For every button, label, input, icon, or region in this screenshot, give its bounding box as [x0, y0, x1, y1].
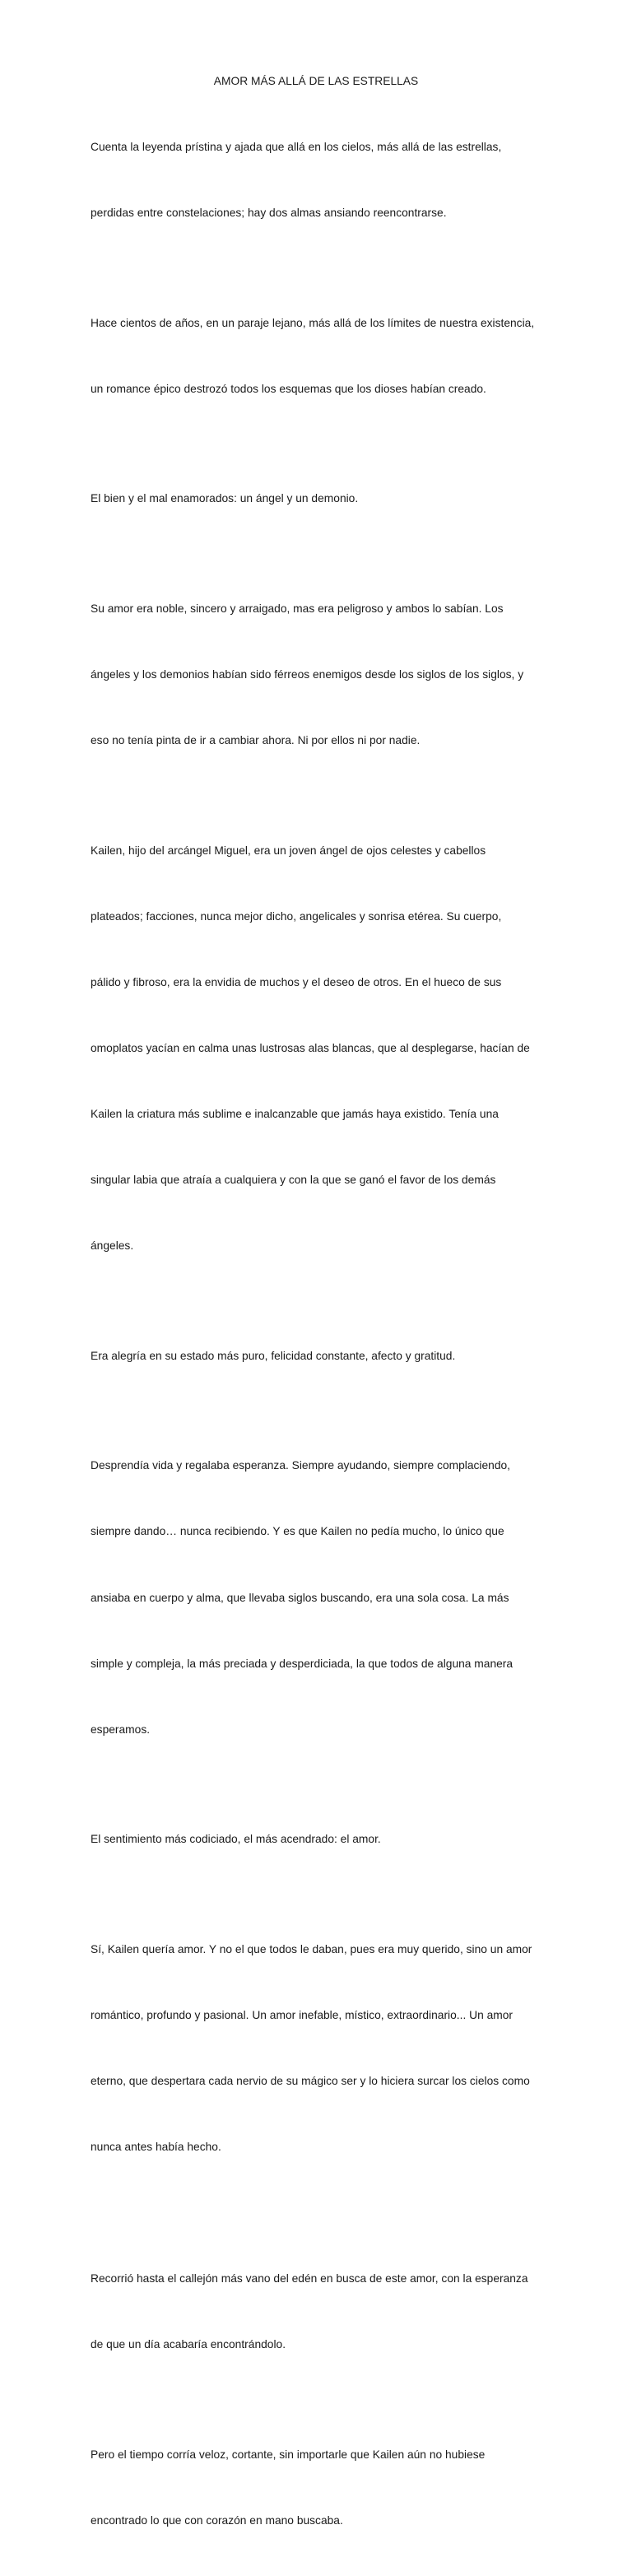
text-line: pálido y fibroso, era la envidia de muchos y el deseo de otros. En el hueco de sus [91, 975, 502, 988]
text-line: singular labia que atraía a cualquiera y con la que se ganó el favor de los demás [91, 1174, 496, 1187]
text-line: encontrado lo que con corazón en mano buscaba. [91, 2514, 343, 2527]
blank-line [91, 2202, 541, 2225]
text-line: Sí, Kailen quería amor. Y no el que todos le daban, pues era muy querido, sino un amor [91, 1942, 532, 1955]
text-line: Hace cientos de años, en un paraje lejano, más allá de los límites de nuestra existencia, [91, 316, 535, 329]
text-line: de que un día acabaría encontrándolo. [91, 2338, 286, 2351]
text-line: Su amor era noble, sincero y arraigado, mas era peligroso y ambos lo sabían. Los [91, 602, 504, 615]
text-line: Kailen, hijo del arcángel Miguel, era un joven ángel de ojos celestes y cabellos [91, 844, 486, 857]
text-line: ángeles y los demonios habían sido férreos enemigos desde los siglos de los siglos, y [91, 667, 524, 681]
paragraph-10 [91, 2225, 541, 2401]
text-line: Pero el tiempo corría veloz, cortante, sin importarle que Kailen aún no hubiese [91, 2448, 486, 2461]
paragraph-2 [91, 268, 541, 444]
text-line: siempre dando… nunca recibiendo. Y es que Kailen no pedía mucho, lo único que [91, 1525, 504, 1538]
paragraph-7 [91, 1411, 541, 1785]
paragraph-3 [91, 444, 541, 555]
paragraph-6 [91, 1301, 541, 1411]
paragraph-9 [91, 1895, 541, 2202]
text-line: perdidas entre constelaciones; hay dos almas ansiando reencontrarse. [91, 207, 447, 220]
paragraph-8 [91, 1785, 541, 1895]
text-line: simple y compleja, la más preciada y desperdiciada, la que todos de alguna manera [91, 1657, 514, 1670]
text-line: Recorrió hasta el callejón más vano del edén en busca de este amor, con la esperanza [91, 2272, 528, 2285]
text-line: nunca antes había hecho. [91, 2141, 221, 2154]
text-line: Era alegría en su estado más puro, felicidad constante, afecto y gratitud. [91, 1349, 456, 1362]
text-line: eso no tenía pinta de ir a cambiar ahora. Ni por ellos ni por nadie. [91, 734, 421, 747]
text-line: eterno, que despertara cada nervio de su mágico ser y lo hiciera surcar los cielos como [91, 2074, 530, 2087]
text-line: ángeles. [91, 1239, 134, 1253]
text-line: El sentimiento más codiciado, el más acendrado: el amor. [91, 1833, 381, 1846]
text-line: Kailen la criatura más sublime e inalcanzable que jamás haya existido. Tenía una [91, 1108, 499, 1121]
paragraph-11 [91, 2401, 541, 2576]
text-line: esperamos. [91, 1723, 151, 1736]
text-line: ansiaba en cuerpo y alma, que llevaba siglos buscando, era una sola cosa. La más [91, 1591, 509, 1604]
text-line: un romance épico destrozó todos los esquemas que los dioses habían creado. [91, 382, 486, 395]
paragraph-4 [91, 554, 541, 796]
text-line: romántico, profundo y pasional. Un amor inefable, místico, extraordinario... Un amor [91, 2008, 514, 2021]
text-line: El bien y el mal enamorados: un ángel y un demonio. [91, 492, 359, 505]
text-line: Cuenta la leyenda prístina y ajada que allá en los cielos, más allá de las estrellas, [91, 141, 502, 154]
text-line: plateados; facciones, nunca mejor dicho, angelicales y sonrisa etérea. Su cuerpo, [91, 909, 502, 923]
text-line: Desprendía vida y regalaba esperanza. Siempre ayudando, siempre complaciendo, [91, 1459, 511, 1472]
paragraph-5 [91, 796, 541, 1301]
document-title: AMOR MÁS ALLÁ DE LAS ESTRELLAS [213, 75, 419, 87]
text-line: omoplatos yacían en calma unas lustrosas alas blancas, que al desplegarse, hacían de [91, 1041, 530, 1054]
document-body [91, 71, 541, 2576]
paragraph-1 [91, 93, 541, 269]
